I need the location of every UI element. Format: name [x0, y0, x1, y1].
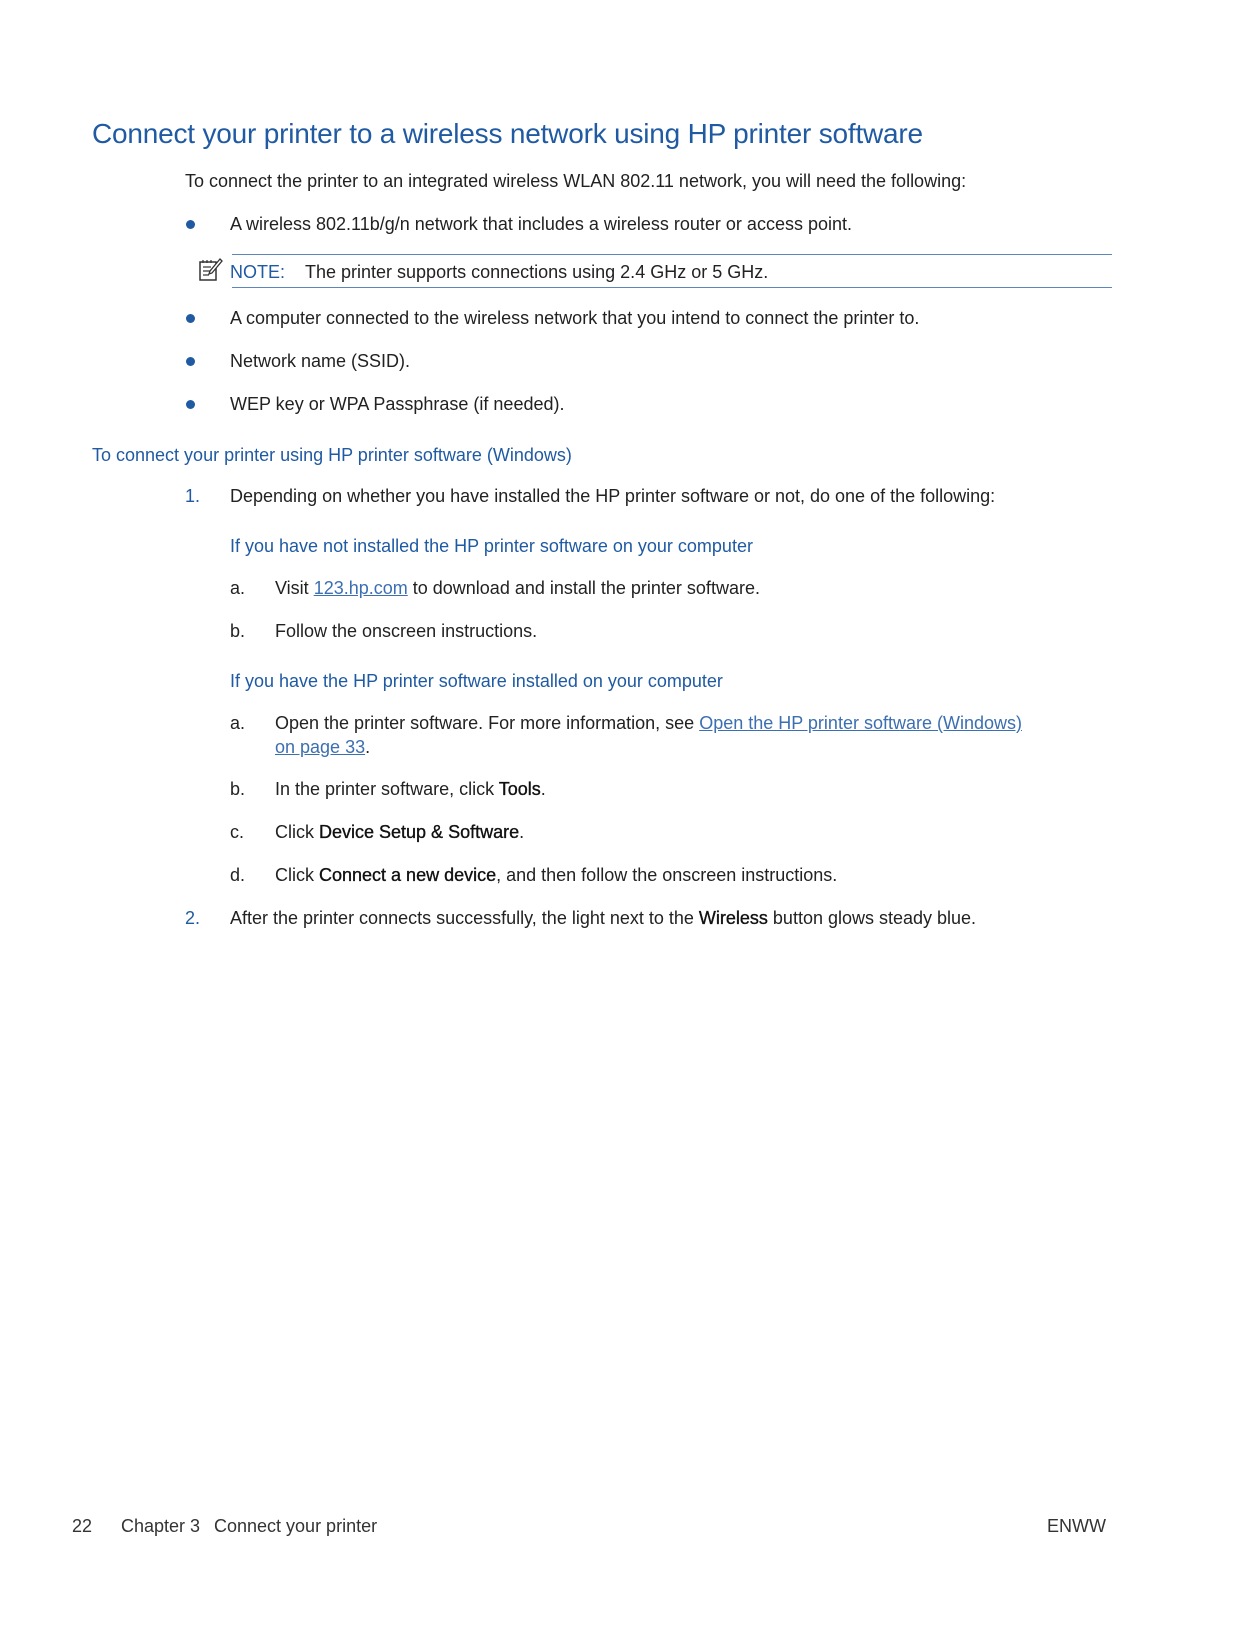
- requirement-item: Network name (SSID).: [230, 351, 411, 371]
- substep-letter: a.: [230, 713, 246, 733]
- step-number: 2.: [185, 908, 201, 928]
- step-text: After the printer connects successfully, the light next to the Wireless button glows steady blue.: [230, 908, 977, 928]
- step-text: Depending on whether you have installed the HP printer software or not, do one of the following:: [230, 486, 996, 506]
- substep-letter: d.: [230, 865, 246, 885]
- requirement-item: A computer connected to the wireless network that you intend to connect the printer to.: [230, 308, 920, 328]
- substep-letter: b.: [230, 621, 246, 641]
- substep-text: In the printer software, click Tools.: [275, 779, 546, 799]
- note-icon: [198, 257, 224, 283]
- substep-text: Open the printer software. For more information, see Open the HP printer software (Windows): [275, 713, 1022, 733]
- bullet-icon: [186, 357, 195, 366]
- bullet-icon: [186, 220, 195, 229]
- bullet-icon: [186, 314, 195, 323]
- case-heading: If you have not installed the HP printer software on your computer: [230, 536, 753, 556]
- procedure-heading: To connect your printer using HP printer software (Windows): [92, 445, 572, 465]
- page-title: Connect your printer to a wireless network using HP printer software: [92, 118, 923, 149]
- substep-text: Click Device Setup & Software.: [275, 822, 525, 842]
- substep-text-continued: on page 33.: [275, 737, 371, 757]
- chapter-title: Connect your printer: [214, 1516, 378, 1536]
- note-top-rule: [232, 254, 1112, 255]
- requirement-item: A wireless 802.11b/g/n network that includes a wireless router or access point.: [230, 214, 852, 234]
- locale-code: ENWW: [1047, 1516, 1106, 1536]
- page-reference-link[interactable]: on page 33: [275, 737, 366, 757]
- substep-letter: b.: [230, 779, 246, 799]
- page-number: 22: [72, 1516, 93, 1536]
- hp-site-link[interactable]: 123.hp.com: [313, 578, 408, 598]
- note-text: The printer supports connections using 2.4 GHz or 5 GHz.: [305, 262, 769, 282]
- requirement-item: WEP key or WPA Passphrase (if needed).: [230, 394, 565, 414]
- substep-text: Follow the onscreen instructions.: [275, 621, 538, 641]
- substep-letter: a.: [230, 578, 246, 598]
- bullet-icon: [186, 400, 195, 409]
- substep-text: Click Connect a new device, and then follow the onscreen instructions.: [275, 865, 838, 885]
- intro-text: To connect the printer to an integrated wireless WLAN 802.11 network, you will need the following:: [185, 171, 967, 191]
- note-bottom-rule: [232, 287, 1112, 288]
- chapter-label: Chapter 3: [121, 1516, 201, 1536]
- case-heading: If you have the HP printer software installed on your computer: [230, 671, 723, 691]
- step-number: 1.: [185, 486, 201, 506]
- substep-text: Visit 123.hp.com to download and install the printer software.: [275, 578, 760, 598]
- substep-letter: c.: [230, 822, 245, 842]
- note-label: NOTE:: [230, 262, 286, 282]
- open-software-link[interactable]: Open the HP printer software (Windows): [699, 713, 1022, 733]
